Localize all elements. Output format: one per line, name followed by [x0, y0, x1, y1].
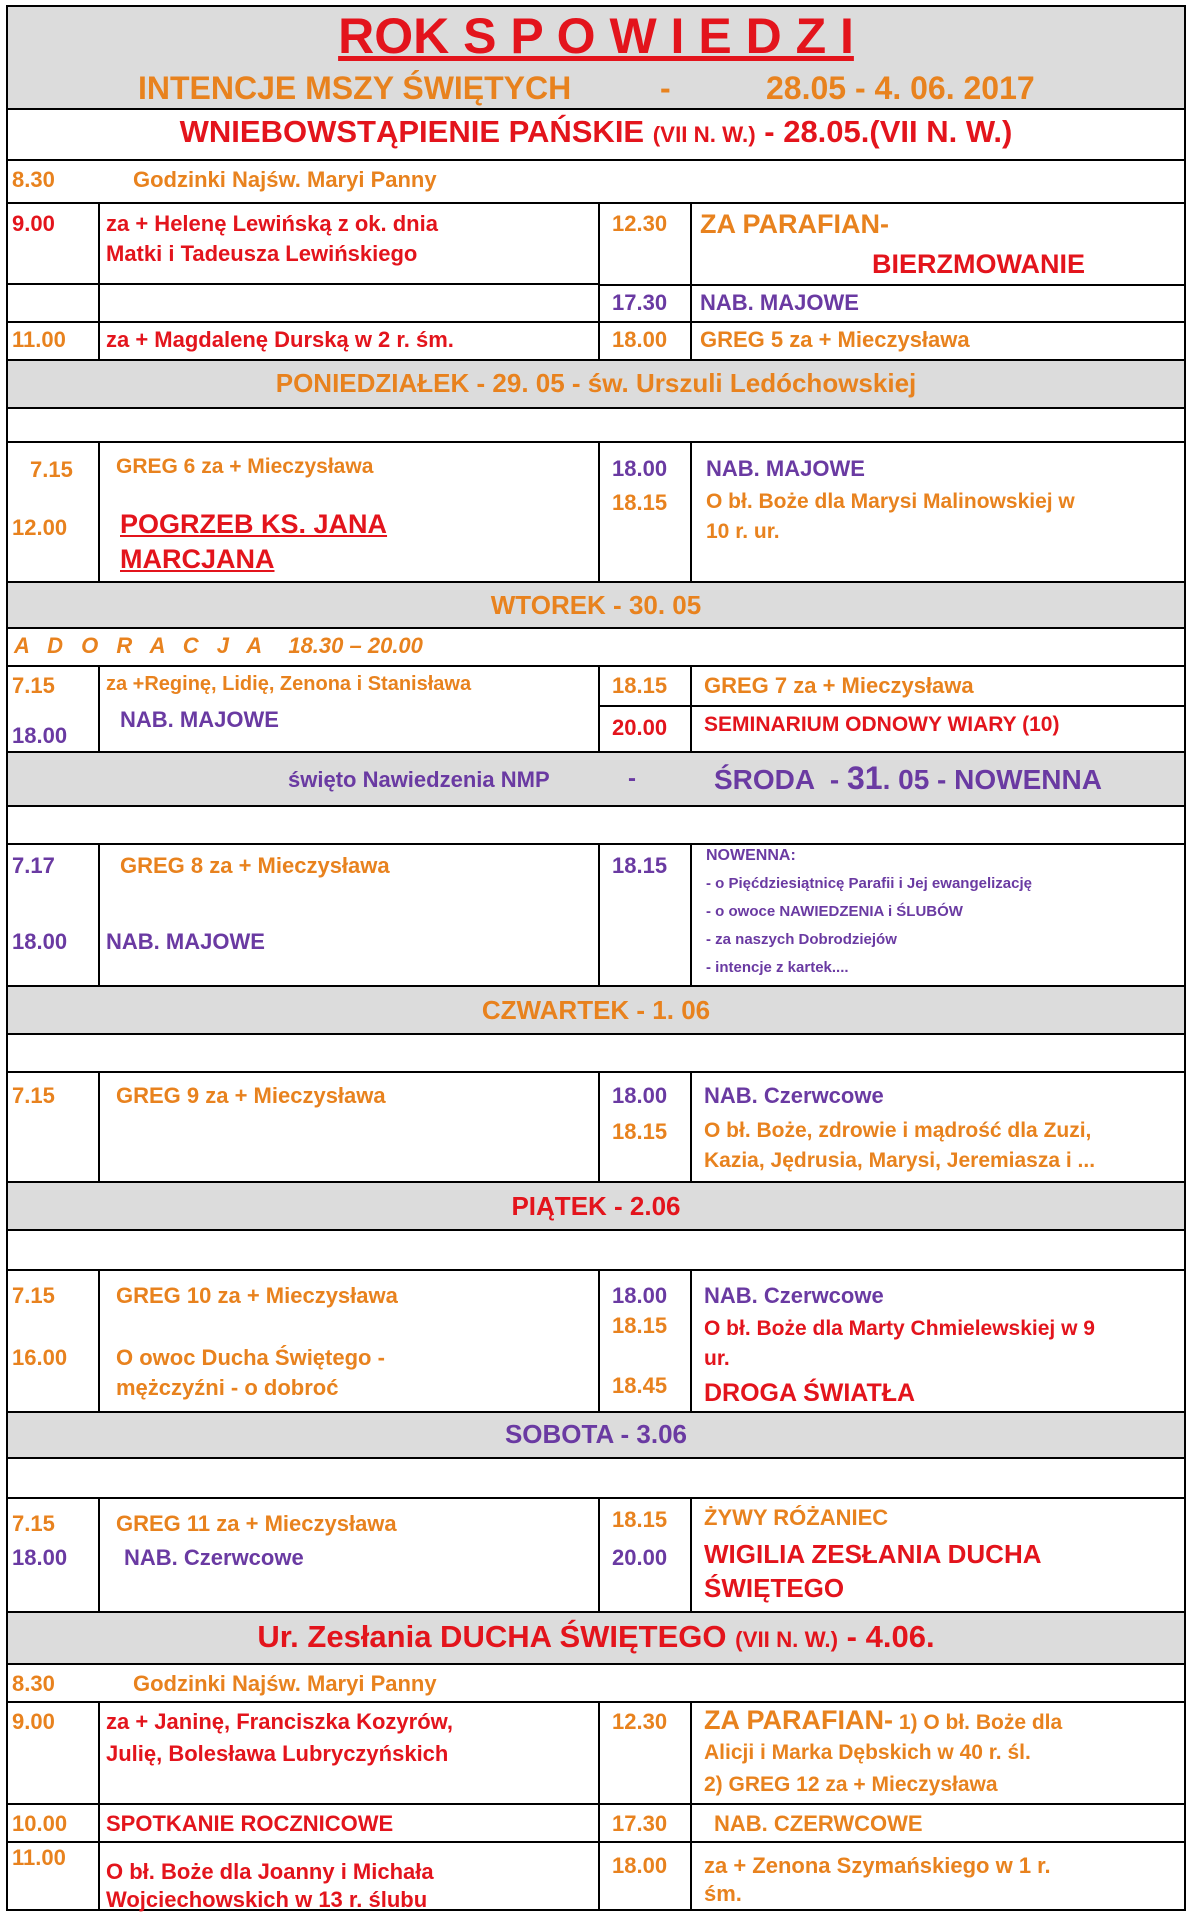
novena-item: - intencje z kartek.... [706, 959, 849, 976]
time: 12.00 [12, 515, 68, 540]
page-subtitle: INTENCJE MSZY ŚWIĘTYCH [138, 70, 572, 106]
time: 20.00 [612, 1545, 668, 1570]
time: 7.15 [12, 1083, 55, 1108]
novena-item: - o Pięćdziesiątnicę Parafii i Jej ewangelizację [706, 875, 1032, 892]
intention: ur. [704, 1347, 730, 1370]
time: 17.30 [612, 290, 668, 315]
intention: GREG 5 za + Mieczysława [700, 327, 970, 352]
time: 18.45 [612, 1373, 668, 1398]
intention: NAB. MAJOWE [706, 456, 865, 481]
intention: za + Helenę Lewińską z ok. dnia [106, 211, 438, 236]
intention: NAB. Czerwcowe [124, 1545, 304, 1570]
intention: 2) GREG 12 za + Mieczysława [704, 1773, 998, 1796]
intention: Godzinki Najśw. Maryi Panny [133, 167, 437, 192]
time: 18.00 [12, 929, 68, 954]
intention: Kazia, Jędrusia, Marysi, Jeremiasza i ... [704, 1149, 1096, 1172]
intention: WIGILIA ZESŁANIA DUCHA [704, 1539, 1042, 1569]
wednesday-feast: święto Nawiedzenia NMP [288, 767, 550, 792]
intention: SEMINARIUM ODNOWY WIARY (10) [704, 713, 1060, 736]
time: 8.30 [12, 167, 55, 192]
intention: Godzinki Najśw. Maryi Panny [133, 1671, 437, 1696]
time: 7.15 [12, 1511, 55, 1536]
intention: za + Zenona Szymańskiego w 1 r. [704, 1853, 1051, 1878]
subtitle-dash: - [660, 70, 671, 106]
time: 18.00 [612, 456, 668, 481]
intention: NAB. Czerwcowe [704, 1083, 884, 1108]
time: 9.00 [12, 211, 55, 236]
intention: NAB. MAJOWE [120, 707, 279, 732]
adoration: A D O R A C J A 18.30 – 20.00 [14, 633, 423, 658]
intention: Julię, Bolesława Lubryczyńskich [106, 1741, 449, 1766]
intention: Wojciechowskich w 13 r. ślubu [106, 1887, 428, 1912]
time: 18.15 [612, 1119, 668, 1144]
intention: ZA PARAFIAN- [700, 209, 889, 239]
time: 12.30 [612, 1709, 668, 1734]
day-header-sunday-2: Ur. Zesłania DUCHA ŚWIĘTEGO (VII N. W.) - 4.06. [257, 1619, 935, 1654]
intention: GREG 7 za + Mieczysława [704, 673, 974, 698]
novena-head: NOWENNA: [706, 847, 796, 864]
time: 20.00 [612, 715, 668, 740]
novena-item: - o owoce NAWIEDZENIA i ŚLUBÓW [706, 903, 963, 920]
time: 11.00 [12, 1845, 66, 1870]
intention: NAB. MAJOWE [700, 290, 859, 315]
intention: GREG 6 za + Mieczysława [116, 455, 374, 478]
intention: ŚWIĘTEGO [704, 1573, 845, 1603]
time: 18.15 [612, 673, 668, 698]
day-header-saturday: SOBOTA - 3.06 [504, 1419, 688, 1449]
time: 18.15 [612, 1313, 668, 1338]
intention: ZA PARAFIAN- 1) O bł. Boże dla [704, 1705, 1063, 1735]
day-header-sunday-1: WNIEBOWSTĄPIENIE PAŃSKIE (VII N. W.) - 28.05.(VII N. W.) [179, 114, 1013, 149]
novena-item: - za naszych Dobrodziejów [706, 931, 897, 948]
intention: za + Janinę, Franciszka Kozyrów, [106, 1709, 454, 1734]
intention: O bł. Boże dla Marty Chmielewskiej w 9 [704, 1317, 1095, 1340]
wednesday-dash: - [628, 765, 636, 792]
time: 18.15 [612, 1507, 668, 1532]
day-header-wednesday: ŚRODA - 31. 05 - NOWENNA [714, 760, 1102, 796]
day-header-thursday: CZWARTEK - 1. 06 [481, 995, 711, 1025]
time: 10.00 [12, 1811, 68, 1836]
time: 18.00 [612, 1083, 668, 1108]
intention: śm. [704, 1881, 742, 1906]
intention: POGRZEB KS. JANA [120, 509, 388, 539]
time: 18.00 [612, 327, 668, 352]
intention: O bł. Boże dla Joanny i Michała [106, 1859, 434, 1884]
time: 9.00 [12, 1709, 55, 1734]
time: 18.00 [12, 1545, 68, 1570]
intention: NAB. CZERWCOWE [714, 1811, 923, 1836]
time: 8.30 [12, 1671, 55, 1696]
time: 18.00 [612, 1853, 668, 1878]
intention: Matki i Tadeusza Lewińskiego [106, 241, 418, 266]
page-title: ROK S P O W I E D Z I [338, 8, 854, 64]
time: 7.15 [30, 457, 73, 482]
intention: NAB. Czerwcowe [704, 1283, 884, 1308]
intention: GREG 8 za + Mieczysława [120, 853, 390, 878]
time: 7.15 [12, 1283, 55, 1308]
time: 18.00 [612, 1283, 668, 1308]
intention: O owoc Ducha Świętego - [116, 1345, 385, 1370]
day-header-friday: PIĄTEK - 2.06 [511, 1191, 681, 1221]
intention: 10 r. ur. [706, 520, 780, 543]
intention: O bł. Boże, zdrowie i mądrość dla Zuzi, [704, 1119, 1092, 1142]
intention: NAB. MAJOWE [106, 929, 265, 954]
time: 7.17 [12, 853, 55, 878]
intention: za + Magdalenę Durską w 2 r. śm. [106, 327, 454, 352]
intention: Alicji i Marka Dębskich w 40 r. śl. [704, 1741, 1031, 1764]
time: 7.15 [12, 673, 55, 698]
intention: GREG 9 za + Mieczysława [116, 1083, 386, 1108]
time: 18.15 [612, 490, 668, 515]
intention: BIERZMOWANIE [872, 249, 1085, 279]
day-header-monday: PONIEDZIAŁEK - 29. 05 - św. Urszuli Ledóchowskiej [275, 368, 917, 398]
time: 16.00 [12, 1345, 68, 1370]
time: 11.00 [12, 327, 66, 352]
intention: DROGA ŚWIATŁA [704, 1379, 916, 1407]
intention: mężczyźni - o dobroć [116, 1375, 339, 1400]
intention: ŻYWY RÓŻANIEC [704, 1505, 889, 1530]
time: 18.15 [612, 853, 668, 878]
schedule-sheet [6, 5, 1186, 1911]
intention: SPOTKANIE ROCZNICOWE [106, 1811, 394, 1836]
intention: GREG 10 za + Mieczysława [116, 1283, 398, 1308]
date-range: 28.05 - 4. 06. 2017 [766, 70, 1035, 106]
intention: O bł. Boże dla Marysi Malinowskiej w [706, 490, 1075, 513]
intention: GREG 11 za + Mieczysława [116, 1511, 397, 1536]
time: 17.30 [612, 1811, 668, 1836]
time: 18.00 [12, 723, 68, 748]
day-header-tuesday: WTOREK - 30. 05 [490, 590, 702, 620]
intention: za +Reginę, Lidię, Zenona i Stanisława [106, 673, 472, 695]
intention: MARCJANA [120, 544, 275, 574]
time: 12.30 [612, 211, 668, 236]
